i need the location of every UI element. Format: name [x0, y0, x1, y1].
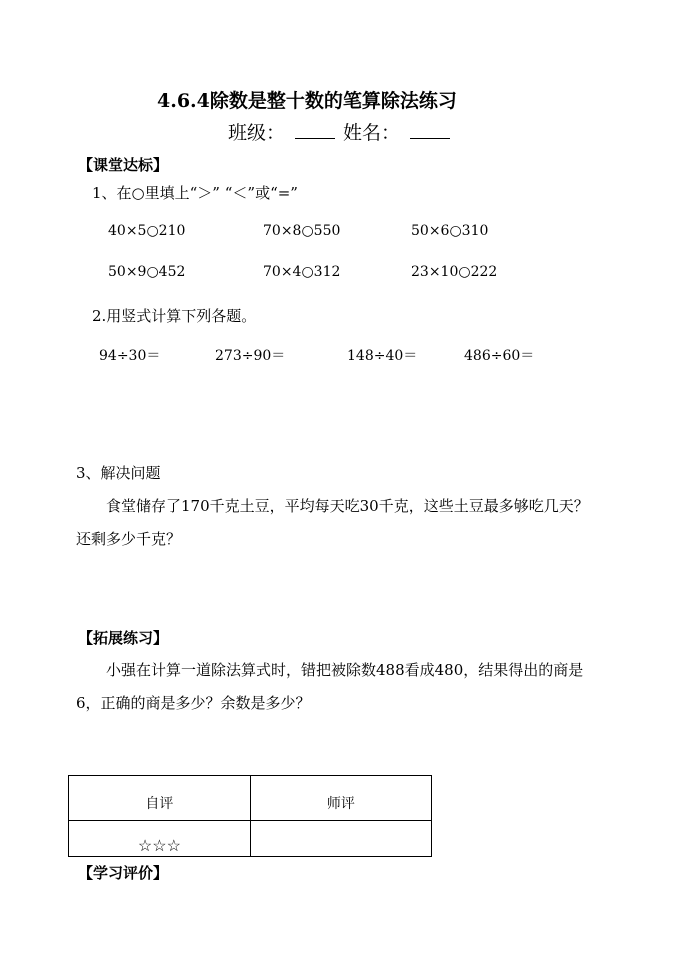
name-blank[interactable] [410, 122, 450, 139]
class-blank[interactable] [295, 122, 335, 139]
self-eval-cell[interactable] [69, 821, 251, 857]
evaluation-header-row [69, 776, 432, 821]
evaluation-table [68, 775, 432, 857]
extend-text-line1: 小强在计算一道除法算式时，错把被除数488看成480，结果得出的商是 [106, 661, 584, 679]
name-label: 姓名： [343, 122, 401, 144]
q1-item: 70×8○550 [263, 223, 341, 239]
self-eval-header: 自评 [69, 776, 251, 821]
q3-prompt: 3、解决问题 [76, 464, 161, 482]
q1-item: 40×5○210 [108, 223, 186, 239]
q1-item: 23×10○222 [411, 264, 498, 280]
evaluation-value-row [69, 821, 432, 857]
class-label: 班级： [228, 122, 286, 144]
q3-text-line1: 食堂储存了170千克土豆，平均每天吃30千克，这些土豆最多够吃几天？ [106, 497, 589, 515]
q3-text-line2: 还剩多少千克？ [76, 530, 182, 548]
q1-item: 50×6○310 [411, 223, 489, 239]
q2-item: 486÷60＝ [464, 348, 535, 364]
q1-item: 70×4○312 [263, 264, 341, 280]
page-title: 4.6.4除数是整十数的笔算除法练习 [157, 90, 457, 112]
q2-item: 94÷30＝ [99, 348, 161, 364]
section-extend-practice: 【拓展练习】 [78, 629, 169, 647]
q2-prompt: 2.用竖式计算下列各题。 [92, 307, 257, 325]
extend-text-line2: 6，正确的商是多少？余数是多少？ [76, 694, 311, 712]
q2-item: 148÷40＝ [347, 348, 418, 364]
student-info [228, 118, 458, 145]
q2-item: 273÷90＝ [215, 348, 286, 364]
q1-prompt: 1、在○里填上“＞” “＜”或“=” [92, 184, 298, 202]
q1-item: 50×9○452 [108, 264, 186, 280]
section-class-practice: 【课堂达标】 [78, 156, 169, 174]
section-learning-evaluation: 【学习评价】 [78, 864, 169, 882]
star-rating-icon[interactable]: ☆☆☆ [137, 836, 181, 855]
teacher-eval-header: 师评 [250, 776, 431, 821]
teacher-eval-cell[interactable] [250, 821, 431, 857]
